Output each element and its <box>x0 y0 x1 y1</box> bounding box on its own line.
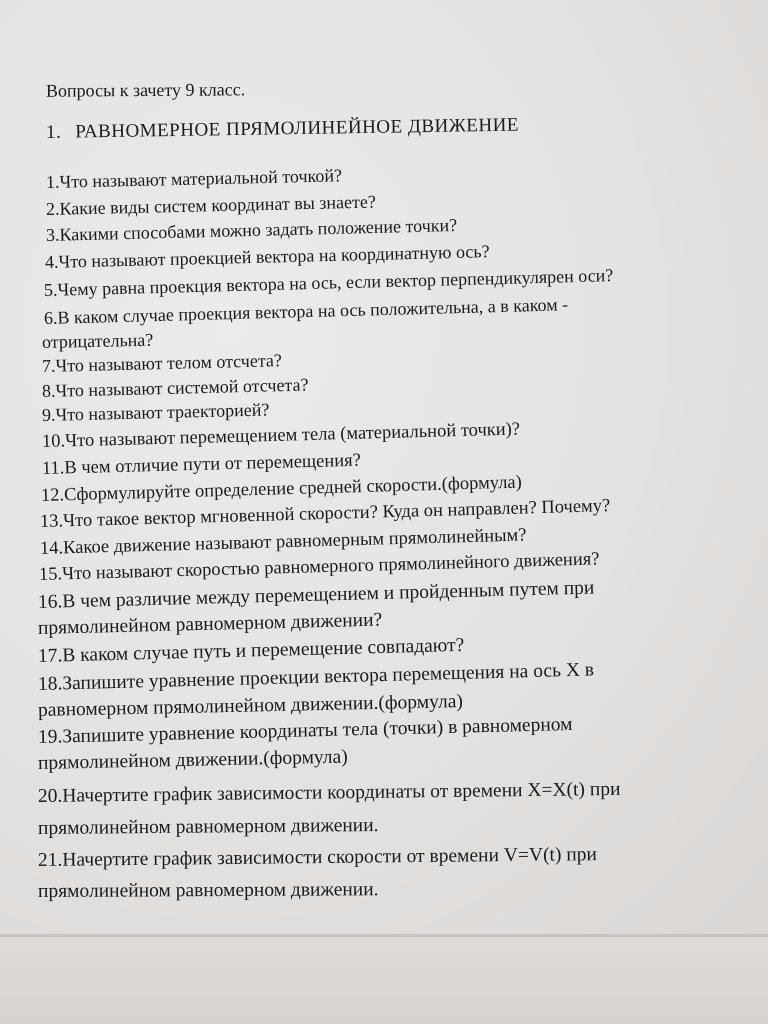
question-line: 3.Какими способами можно задать положение точки? <box>45 214 458 245</box>
question-line: прямолинейном равномерном движении. <box>37 879 379 902</box>
question-line: 10.Что называют перемещением тела (материальной точки)? <box>41 419 521 452</box>
question-line: 2.Какие виды систем координат вы знаете? <box>45 191 377 219</box>
document-heading: Вопросы к зачету 9 класс. <box>45 79 246 101</box>
question-line: 17.В каком случае путь и перемещение совпадают? <box>37 634 465 667</box>
section-title-text: РАВНОМЕРНОЕ ПРЯМОЛИНЕЙНОЕ ДВИЖЕНИЕ <box>75 114 520 143</box>
background-surface <box>0 937 768 1024</box>
question-line: прямолинейном движении.(формула) <box>37 746 348 774</box>
section-title <box>46 115 519 144</box>
question-line: 18.Запишите уравнение проекции вектора перемещения на ось X в <box>37 659 595 695</box>
question-line: 4.Что называют проекцией вектора на координатную ось? <box>44 241 490 272</box>
section-number: 1. <box>45 121 62 143</box>
question-line: 9.Что называют траекторией? <box>41 399 270 425</box>
question-line: 15.Что называют скоростью равномерного прямолинейного движения? <box>38 549 600 585</box>
question-line: 11.В чем отличие пути от перемещения? <box>41 450 362 479</box>
question-line: 20.Начертите график зависимости координаты от времени X=X(t) при <box>37 778 621 807</box>
question-line: 1.Что называют материальной точкой? <box>45 165 343 192</box>
question-line: 6.В каком случае проекция вектора на ось положительна, а в каком - <box>43 294 569 328</box>
question-line: прямолинейном равномерном движении? <box>37 609 383 639</box>
question-line: 5.Чему равна проекция вектора на ось, если вектор перпендикулярен оси? <box>43 265 614 300</box>
question-line: 13.Что такое вектор мгновенной скорости? Куда он направлен? Почему? <box>39 496 611 532</box>
question-line: 7.Что называют телом отсчета? <box>41 350 283 376</box>
question-line: 16.В чем различие между перемещением и пройденным путем при <box>37 577 595 613</box>
question-line: 8.Что называют системой отсчета? <box>41 374 309 401</box>
question-line: 12.Сформулируйте определение средней скорости.(формула) <box>40 472 523 506</box>
question-line: 21.Начертите график зависимости скорости от времени V=V(t) при <box>37 844 598 871</box>
question-line: 14.Какое движение называют равномерным прямолинейным? <box>39 525 527 559</box>
question-line: отрицательна? <box>41 329 154 352</box>
question-line: равномерном прямолинейном движении.(формула) <box>37 691 464 721</box>
question-line: прямолинейном равномерном движении. <box>37 815 379 839</box>
question-line: 19.Запишите уравнение координаты тела (точки) в равномерном <box>37 713 573 748</box>
